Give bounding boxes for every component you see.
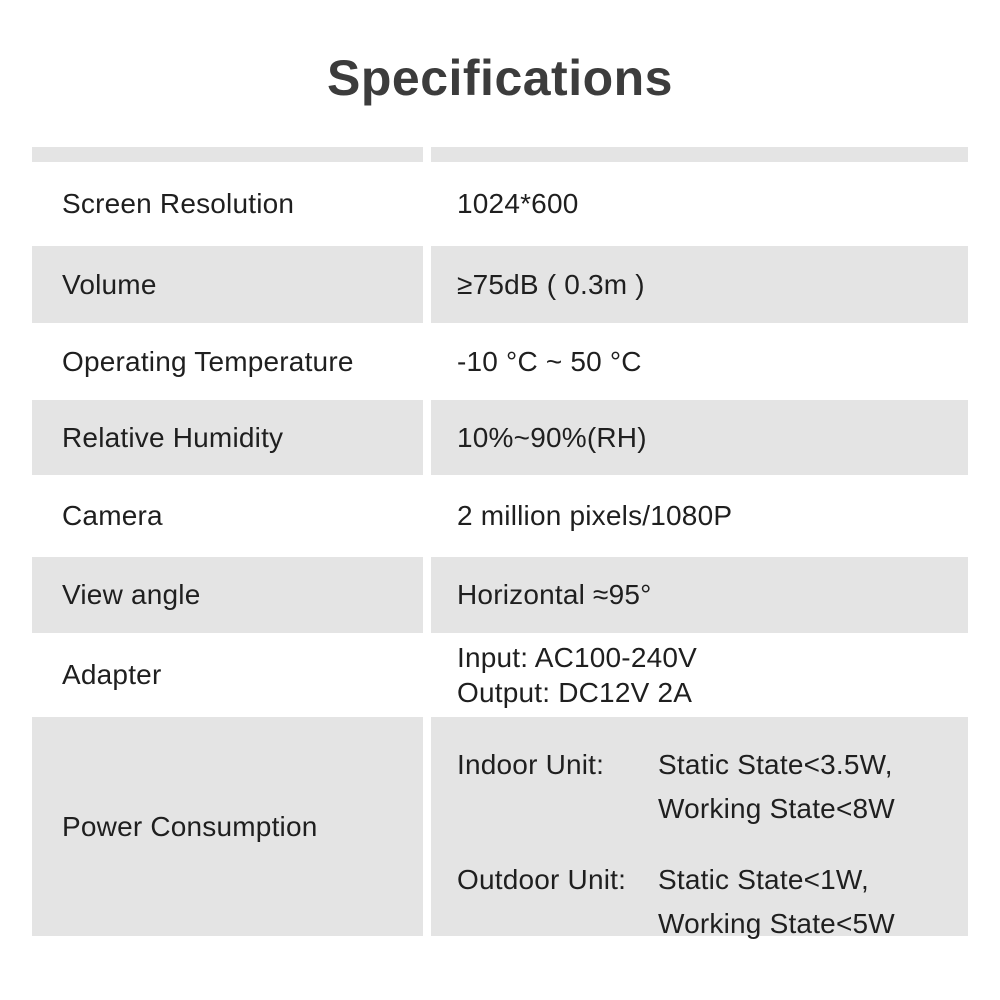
spec-label-cell — [32, 162, 423, 246]
outdoor-static-state: Static State<1W, — [658, 864, 869, 895]
table-row-adapter — [32, 633, 968, 717]
table-row-camera — [32, 475, 968, 557]
spec-value-cell — [431, 717, 968, 939]
table-row-volume — [32, 246, 968, 323]
spec-label: Relative Humidity — [62, 421, 284, 453]
spec-table — [32, 147, 968, 939]
spec-label-cell — [32, 717, 423, 936]
outdoor-unit-group — [457, 858, 895, 946]
spec-value-cell — [431, 400, 968, 475]
spec-label-cell — [32, 246, 423, 323]
page-title: Specifications — [327, 50, 673, 106]
spec-label-cell — [32, 400, 423, 475]
indoor-unit-group — [457, 743, 895, 831]
spec-value: 2 million pixels/1080P — [457, 500, 733, 531]
spec-label: View angle — [62, 579, 201, 610]
spec-label-cell — [32, 475, 423, 557]
table-header-strip — [32, 147, 968, 162]
spec-value-cell — [431, 323, 968, 400]
indoor-unit-label: Indoor Unit: — [457, 749, 605, 780]
spec-label: Adapter — [62, 659, 162, 690]
spec-label: Screen Resolution — [62, 188, 295, 219]
spec-label: Volume — [62, 268, 157, 300]
table-row-relative-humidity — [32, 400, 968, 475]
spec-value: ≥75dB ( 0.3m ) — [457, 268, 645, 300]
adapter-input-line: Input: AC100-240V — [457, 642, 698, 673]
indoor-unit-values — [658, 743, 895, 831]
spec-value: -10 °C ~ 50 °C — [457, 345, 642, 377]
spec-value-cell — [431, 162, 968, 246]
spec-value: Horizontal ≈95° — [457, 579, 652, 610]
table-row-screen-resolution — [32, 162, 968, 246]
outdoor-unit-label: Outdoor Unit: — [457, 864, 627, 895]
spec-value: 1024*600 — [457, 188, 579, 219]
spec-value-cell — [431, 475, 968, 557]
header-strip-left — [32, 147, 423, 162]
spec-label-cell — [32, 323, 423, 400]
outdoor-working-state: Working State<5W — [658, 908, 895, 939]
spec-value-cell — [431, 246, 968, 323]
adapter-output-line: Output: DC12V 2A — [457, 677, 693, 708]
spec-label: Operating Temperature — [62, 345, 354, 377]
table-row-operating-temperature — [32, 323, 968, 400]
spec-value: 10%~90%(RH) — [457, 421, 647, 453]
table-row-power-consumption — [32, 717, 968, 939]
spec-label: Power Consumption — [62, 810, 318, 842]
outdoor-unit-values — [658, 858, 895, 946]
spec-label-cell — [32, 557, 423, 633]
indoor-static-state: Static State<3.5W, — [658, 749, 893, 780]
header-strip-right — [431, 147, 968, 162]
spec-label-cell — [32, 633, 423, 717]
table-row-view-angle — [32, 557, 968, 633]
indoor-working-state: Working State<8W — [658, 793, 895, 824]
spec-value-cell — [431, 633, 968, 717]
spec-label: Camera — [62, 500, 163, 531]
spec-value-cell — [431, 557, 968, 633]
